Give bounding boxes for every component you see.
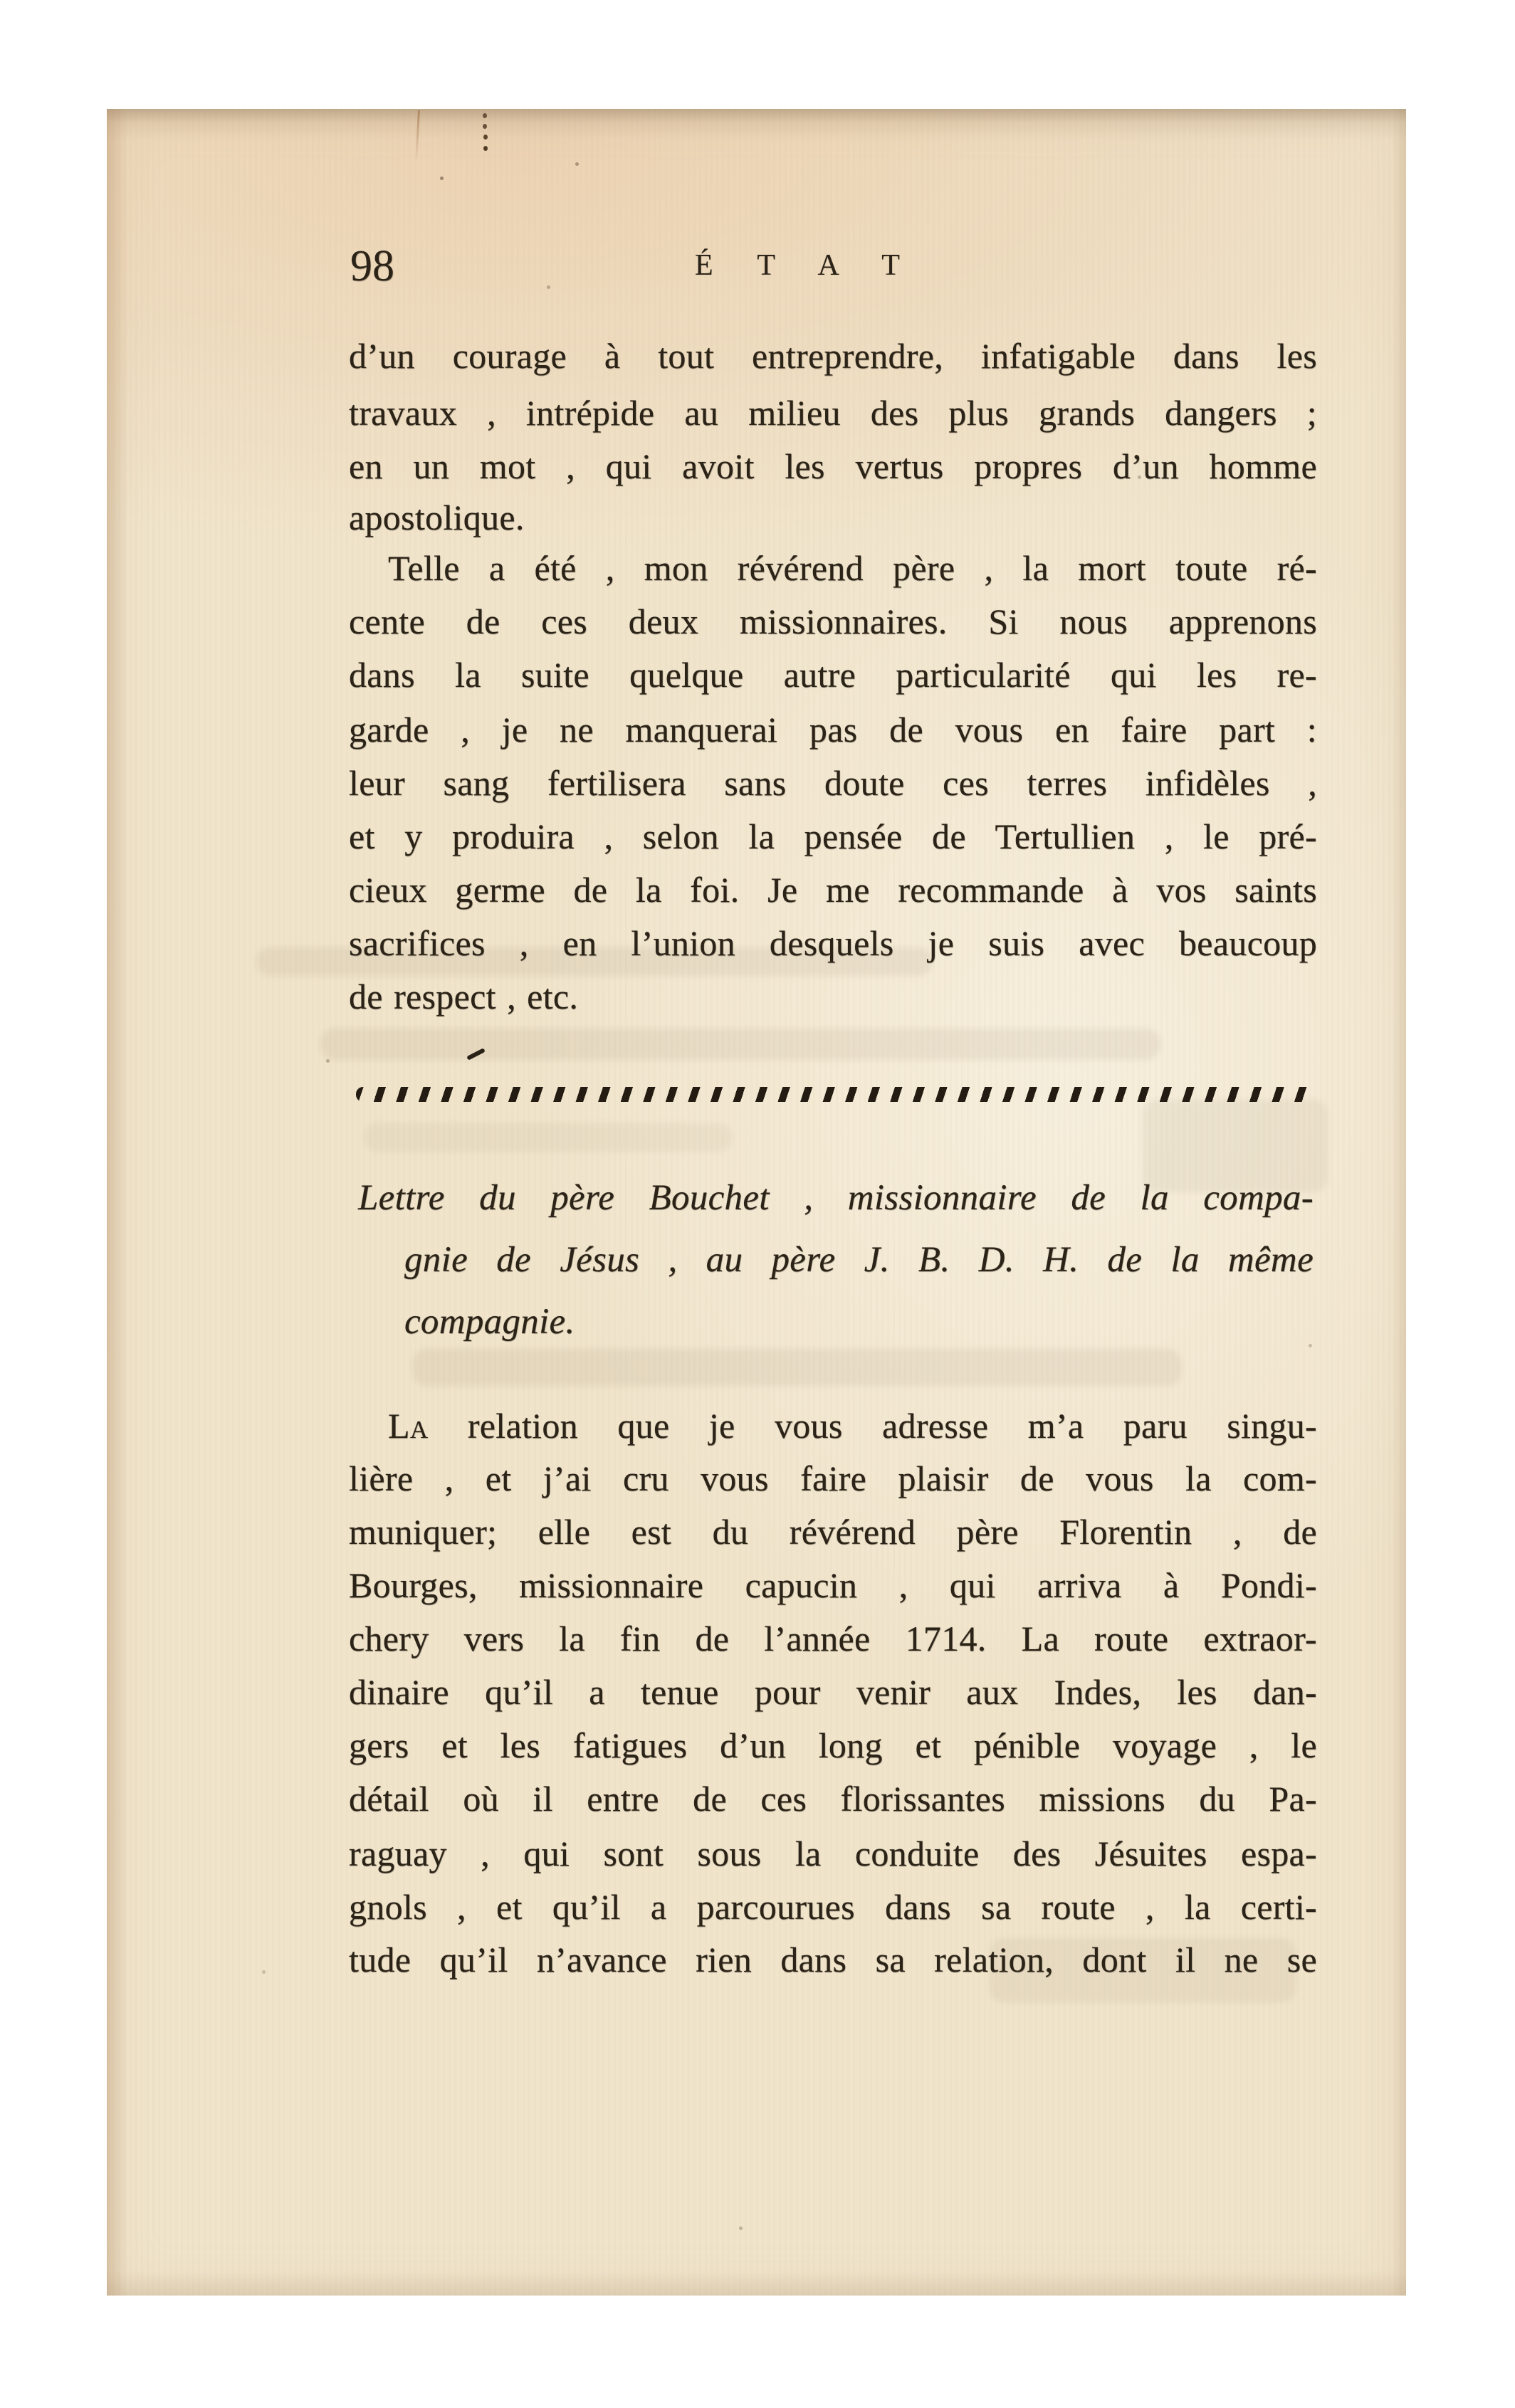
section-divider-rule (356, 1087, 1315, 1102)
letter-heading-line: Lettre du père Bouchet , missionnaire de la compa- (358, 1178, 1314, 1218)
showthrough-smudge (413, 1349, 1182, 1386)
text-line: et y produira , selon la pensée de Tertullien , le pré- (349, 816, 1317, 856)
paper-specks-artifact (440, 177, 444, 180)
text-line: en un mot , qui avoit les vertus propres d’un homme (349, 446, 1317, 486)
text-line: cieux germe de la foi. Je me recommande à vos saints (349, 870, 1317, 910)
text-line: Telle a été , mon révérend père , la mort toute ré- (388, 548, 1317, 588)
text-line: d’un courage à tout entreprendre, infatigable dans les (349, 336, 1317, 376)
text-line: lière , et j’ai cru vous faire plaisir de vous la com- (349, 1458, 1317, 1498)
showthrough-smudge (363, 1123, 733, 1152)
page-top-shadow (107, 109, 1406, 140)
letter-heading-line: compagnie. (404, 1302, 575, 1342)
letter-heading-line: gnie de Jésus , au père J. B. D. H. de la même (404, 1240, 1314, 1280)
running-title: É T A T (695, 249, 918, 282)
lead-capital: L (388, 1406, 410, 1446)
text-line: muniquer; elle est du révérend père Florentin , de (349, 1512, 1317, 1552)
text-line: dans la suite quelque autre particularité qui les re- (349, 655, 1317, 695)
book-page-scan (107, 109, 1406, 2296)
text-line: chery vers la fin de l’année 1714. La route extraor- (349, 1619, 1317, 1658)
text-line: détail où il entre de ces florissantes missions du Pa- (349, 1779, 1317, 1819)
text-line-rest: relation que je vous adresse m’a paru singu- (467, 1406, 1317, 1446)
text-line: apostolique. (349, 498, 525, 537)
page-number: 98 (350, 242, 394, 290)
text-line: raguay , qui sont sous la conduite des Jésuites espa- (349, 1834, 1317, 1873)
page-bottom-shadow (107, 2271, 1406, 2296)
text-line: de respect , etc. (349, 977, 579, 1016)
lead-small-capital: a (409, 1406, 429, 1446)
text-line (388, 1404, 1317, 1451)
text-line: garde , je ne manquerai pas de vous en faire part : (349, 710, 1317, 750)
text-line: travaux , intrépide au milieu des plus grands dangers ; (349, 393, 1317, 433)
page-right-shadow (1392, 109, 1406, 2296)
text-line: gers et les fatigues d’un long et pénible voyage , le (349, 1725, 1317, 1765)
page-left-shadow (107, 109, 128, 2296)
text-line: gnols , et qu’il a parcourues dans sa route , la certi- (349, 1887, 1317, 1927)
showthrough-smudge (320, 1029, 1160, 1060)
scan-dots-artifact (483, 113, 487, 118)
text-line: dinaire qu’il a tenue pour venir aux Indes, les dan- (349, 1672, 1317, 1712)
text-line: sacrifices , en l’union desquels je suis avec beaucoup (349, 923, 1317, 963)
text-line: tude qu’il n’avance rien dans sa relation, dont il ne se (349, 1940, 1317, 1979)
text-line: leur sang fertilisera sans doute ces terres infidèles , (349, 763, 1317, 803)
text-line: cente de ces deux missionnaires. Si nous apprenons (349, 601, 1317, 641)
text-line: Bourges, missionnaire capucin , qui arriva à Pondi- (349, 1565, 1317, 1605)
